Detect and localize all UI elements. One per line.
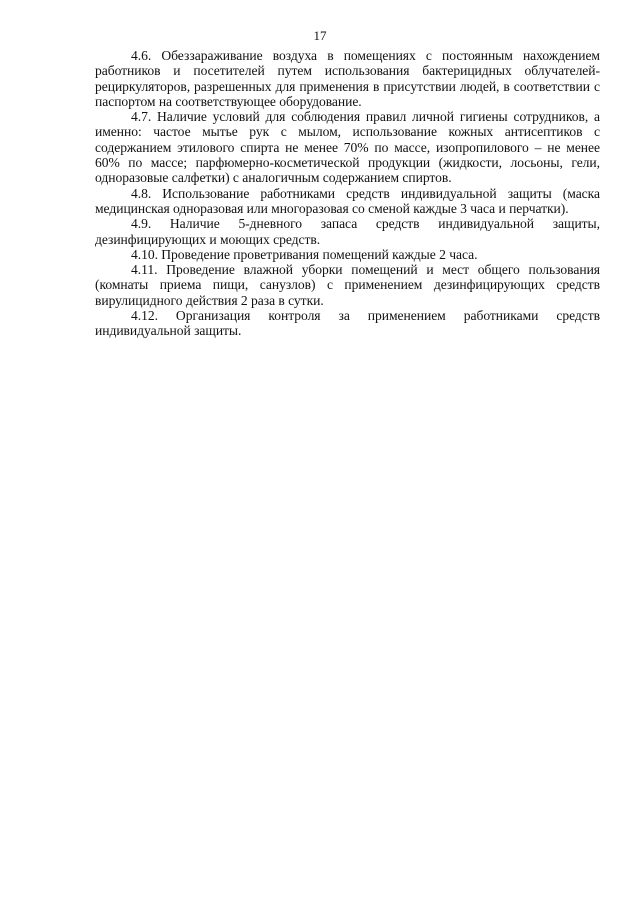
paragraph-4-10: 4.10. Проведение проветривания помещений каждые 2 часа. — [131, 246, 478, 262]
paragraph-4-9: 4.9. Наличие 5-дневного запаса средств индивидуальной защиты, дезинфицирующих и моющих средств. — [95, 216, 600, 247]
paragraph-4-8: 4.8. Использование работниками средств индивидуальной защиты (маска медицинская одноразовая или многоразовая со сменой каждые 3 часа и перчатки). — [95, 185, 600, 216]
paragraph-4-6: 4.6. Обеззараживание воздуха в помещениях с постоянным нахождением работников и посетителей путем использования бактерицидных облучателей-рециркуляторов, разрешенных для применения в присутствии людей, в соответствии с паспортом на соответствующее оборудование. — [95, 48, 600, 109]
page-number: 17 — [313, 28, 327, 43]
paragraph-4-11: 4.11. Проведение влажной уборки помещений и мест общего пользования (комнаты приема пищи, санузлов) с применением дезинфицирующих средств вирулицидного действия 2 раза в сутки. — [95, 262, 600, 308]
paragraph-4-12: 4.12. Организация контроля за применением работниками средств индивидуальной защиты. — [95, 308, 600, 339]
document-body — [95, 48, 600, 339]
paragraph-4-7: 4.7. Наличие условий для соблюдения правил личной гигиены сотрудников, а именно: частое мытье рук с мылом, использование кожных антисептиков с содержанием этилового спирта не менее 70% по массе, изопропилового – не менее 60% по массе; парфюмерно-косметической продукции (жидкости, лосьоны, гели, одноразовые салфетки) с аналогичным содержанием спиртов. — [95, 109, 600, 186]
